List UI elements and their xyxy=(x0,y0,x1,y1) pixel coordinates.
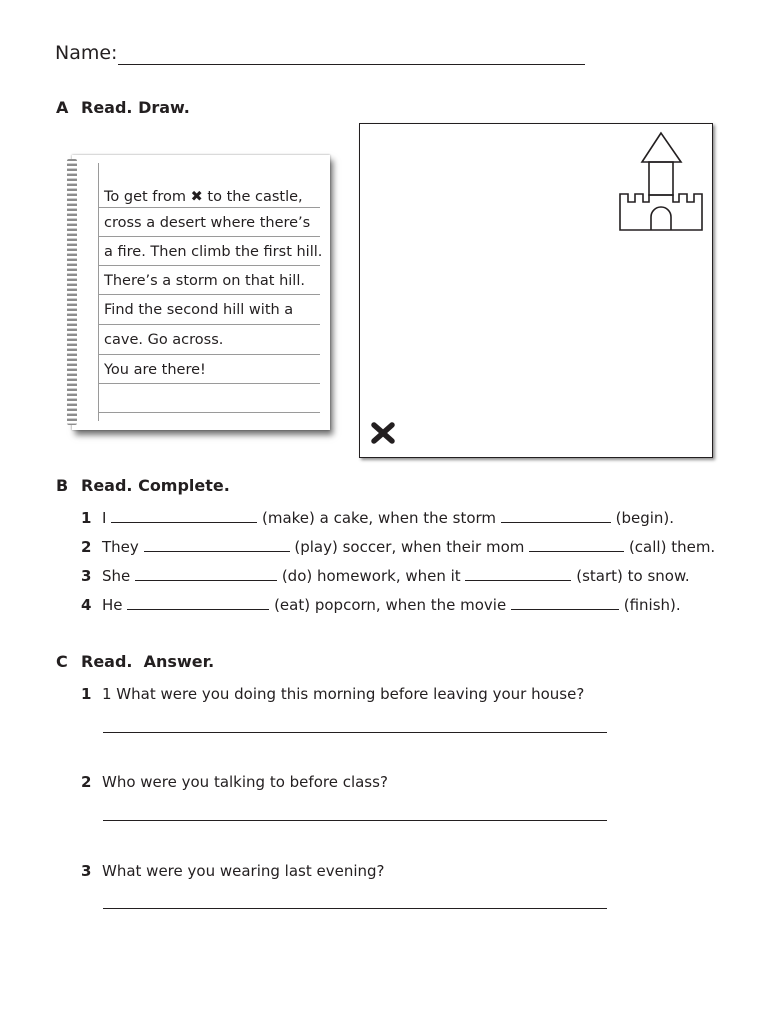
blank-input[interactable] xyxy=(135,568,277,581)
notebook-rule xyxy=(98,236,320,237)
name-label: Name: xyxy=(55,42,118,64)
notebook-rule xyxy=(98,294,320,295)
castle-icon xyxy=(617,131,707,233)
notebook-card xyxy=(72,155,330,430)
blank-input[interactable] xyxy=(144,539,290,552)
section-b-title: Read. Complete. xyxy=(81,476,230,495)
blank-input[interactable] xyxy=(529,539,624,552)
b-item-1: I (make) a cake, when the storm (begin). xyxy=(102,509,675,527)
section-b-letter: B xyxy=(56,476,69,495)
notebook-line-2: cross a desert where there’s xyxy=(104,215,311,231)
b-item-4: He (eat) popcorn, when the movie (finish). xyxy=(102,596,681,614)
c-question-2: Who were you talking to before class? xyxy=(102,773,388,791)
notebook-rule xyxy=(98,354,320,355)
b-item-number: 2 xyxy=(81,538,92,556)
section-a-letter: A xyxy=(56,98,69,117)
answer-line-2[interactable] xyxy=(103,820,607,821)
notebook-line-6: cave. Go across. xyxy=(104,332,224,348)
name-answer-line[interactable] xyxy=(118,64,585,65)
notebook-line-7: You are there! xyxy=(104,362,206,378)
answer-line-1[interactable] xyxy=(103,732,607,733)
drawing-area[interactable] xyxy=(359,123,713,458)
b-item-number: 4 xyxy=(81,596,92,614)
notebook-rule xyxy=(98,324,320,325)
notebook-line-5: Find the second hill with a xyxy=(104,302,294,318)
section-c-title: Read. Answer. xyxy=(81,652,215,671)
c-item-number: 3 xyxy=(81,862,92,880)
blank-input[interactable] xyxy=(465,568,571,581)
notebook-rule xyxy=(98,383,320,384)
blank-input[interactable] xyxy=(111,510,257,523)
notebook-line-1: To get from ✖ to the castle, xyxy=(104,189,303,205)
blank-input[interactable] xyxy=(127,597,269,610)
x-mark-icon: ✖ xyxy=(190,189,203,205)
notebook-line-3: a fire. Then climb the first hill. xyxy=(104,244,323,260)
c-item-number: 1 xyxy=(81,685,92,703)
answer-line-3[interactable] xyxy=(103,908,607,909)
blank-input[interactable] xyxy=(511,597,619,610)
c-item-number: 2 xyxy=(81,773,92,791)
c-question-3: What were you wearing last evening? xyxy=(102,862,385,880)
notebook-line-4: There’s a storm on that hill. xyxy=(104,273,305,289)
b-item-2: They (play) soccer, when their mom (call) them. xyxy=(102,538,716,556)
start-x-mark-icon xyxy=(369,420,397,446)
notebook-rule xyxy=(98,207,320,208)
section-a-title: Read. Draw. xyxy=(81,98,190,117)
notebook-rule xyxy=(98,412,320,413)
notebook-rule xyxy=(98,265,320,266)
c-question-1: 1 What were you doing this morning before leaving your house? xyxy=(102,685,585,703)
b-item-3: She (do) homework, when it (start) to snow. xyxy=(102,567,690,585)
b-item-number: 3 xyxy=(81,567,92,585)
section-c-letter: C xyxy=(56,652,68,671)
blank-input[interactable] xyxy=(501,510,611,523)
notebook-spiral xyxy=(67,159,77,425)
b-item-number: 1 xyxy=(81,509,92,527)
